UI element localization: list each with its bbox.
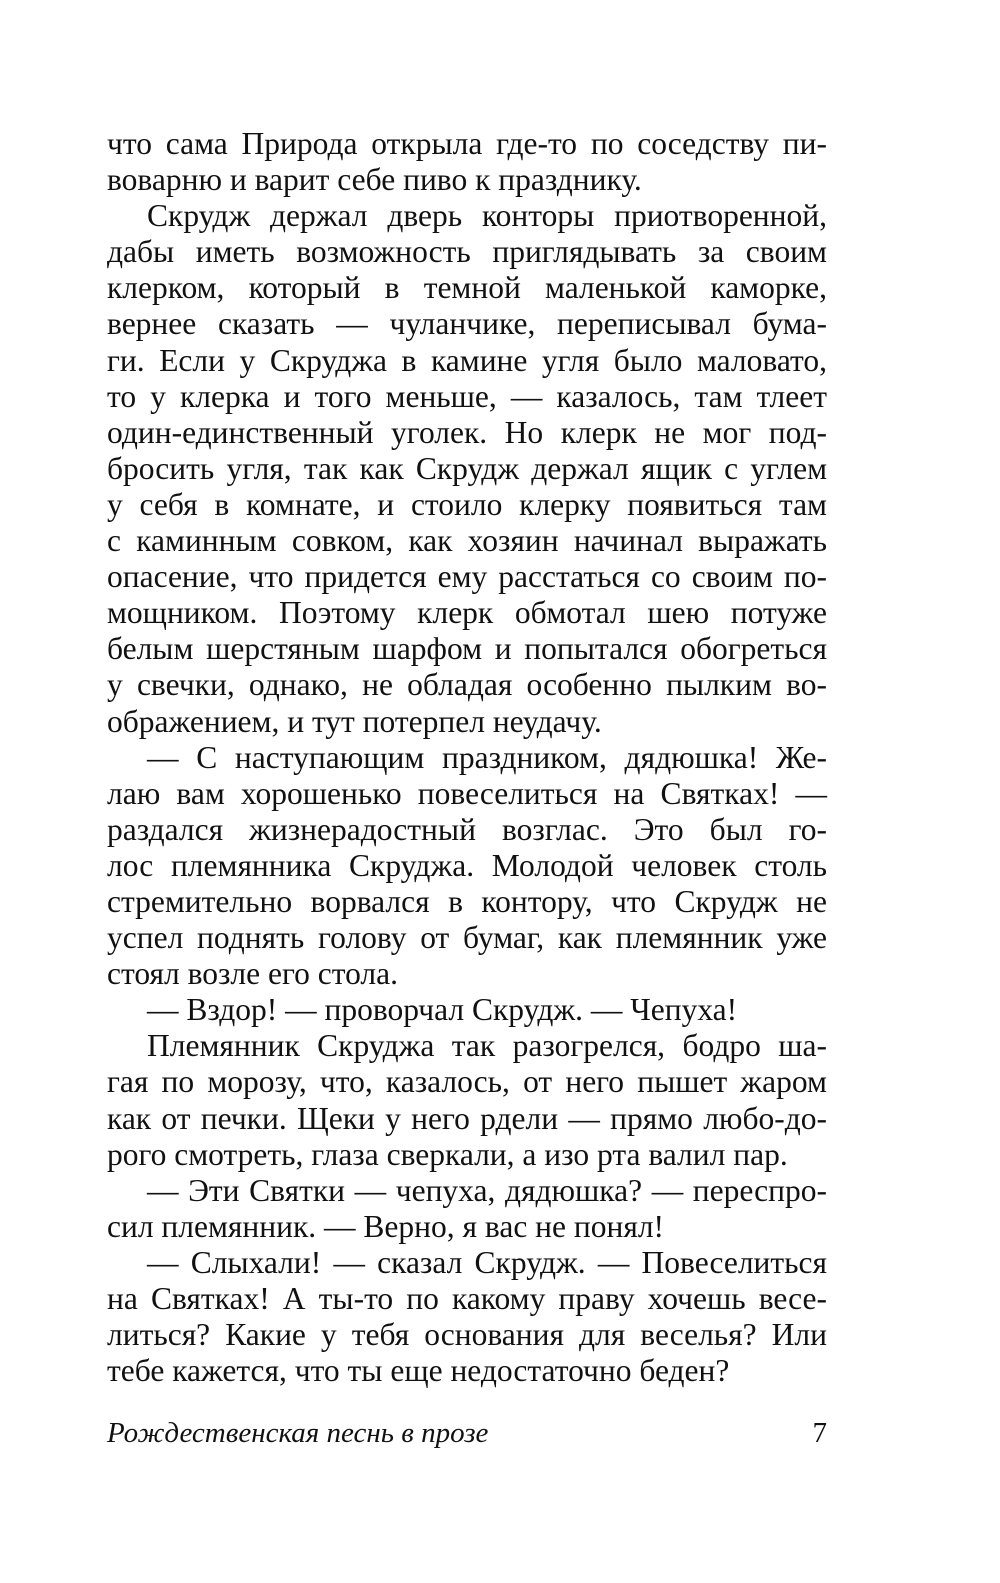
text-line: Скрудж держал дверь конторы приотворенной, <box>147 198 827 234</box>
text-line: стремительно ворвался в контору, что Скрудж не <box>107 883 827 919</box>
text-line: тебе кажется, что ты еще недостаточно беден? <box>107 1353 730 1389</box>
text-line: клерком, который в темной маленькой каморке, <box>107 270 827 306</box>
text-line: ги. Если у Скруджа в камине угля было маловато, <box>107 342 827 378</box>
text-line: — С наступающим праздником, дядюшка! Же- <box>147 739 827 775</box>
text-line: бросить угля, так как Скрудж держал ящик с углем <box>107 450 827 486</box>
text-line: лос племянника Скруджа. Молодой человек столь <box>107 847 827 883</box>
text-line: что сама Природа открыла где-то по соседству пи- <box>107 126 827 161</box>
text-line: опасение, что придется ему расстаться со своим по- <box>107 559 827 595</box>
text-line: вернее сказать — чуланчике, переписывал бума- <box>107 306 827 342</box>
text-line: белым шерстяным шарфом и попытался обогреться <box>107 631 827 667</box>
text-line: — Эти Святки — чепуха, дядюшка? — переспро- <box>147 1172 827 1208</box>
text-line: ображением, и тут потерпел неудачу. <box>107 703 602 739</box>
text-line: с каминным совком, как хозяин начинал выражать <box>107 523 827 559</box>
text-line: — Слыхали! — сказал Скрудж. — Повеселиться <box>147 1244 827 1280</box>
text-line: раздался жизнерадостный возглас. Это был го- <box>107 811 827 847</box>
text-line: мощником. Поэтому клерк обмотал шею потуже <box>107 595 827 631</box>
text-line: один-единственный уголек. Но клерк не мог под- <box>107 414 827 450</box>
text-line: сил племянник. — Верно, я вас не понял! <box>107 1208 665 1244</box>
text-line: гая по морозу, что, казалось, от него пышет жаром <box>107 1064 827 1100</box>
text-line: как от печки. Щеки у него рдели — прямо любо-до- <box>107 1100 827 1136</box>
text-line: воварню и варит себе пиво к празднику. <box>107 162 642 198</box>
text-line: рого смотреть, глаза сверкали, а изо рта валил пар. <box>107 1136 788 1172</box>
text-line: — Вздор! — проворчал Скрудж. — Чепуха! <box>147 992 738 1028</box>
text-line: лаю вам хорошенько повеселиться на Святках! — <box>107 775 827 811</box>
text-line: дабы иметь возможность приглядывать за своим <box>107 234 827 270</box>
page-footer <box>107 1417 827 1457</box>
running-title: Рождественская песнь в прозе <box>107 1417 489 1449</box>
text-line: стоял возле его стола. <box>107 956 398 992</box>
text-line: у свечки, однако, не обладая особенно пылким во- <box>107 667 827 703</box>
page-body-text <box>107 126 827 1389</box>
page-number: 7 <box>812 1417 827 1449</box>
text-line: то у клерка и того меньше, — казалось, там тлеет <box>107 378 827 414</box>
text-line: на Святках! А ты-то по какому праву хочешь весе- <box>107 1281 827 1316</box>
text-line: Племянник Скруджа так разогрелся, бодро ша- <box>147 1028 827 1064</box>
text-line: успел поднять голову от бумаг, как племянник уже <box>107 920 827 956</box>
text-line: литься? Какие у тебя основания для веселья? Или <box>107 1317 827 1353</box>
text-line: у себя в комнате, и стоило клерку появиться там <box>107 486 827 522</box>
